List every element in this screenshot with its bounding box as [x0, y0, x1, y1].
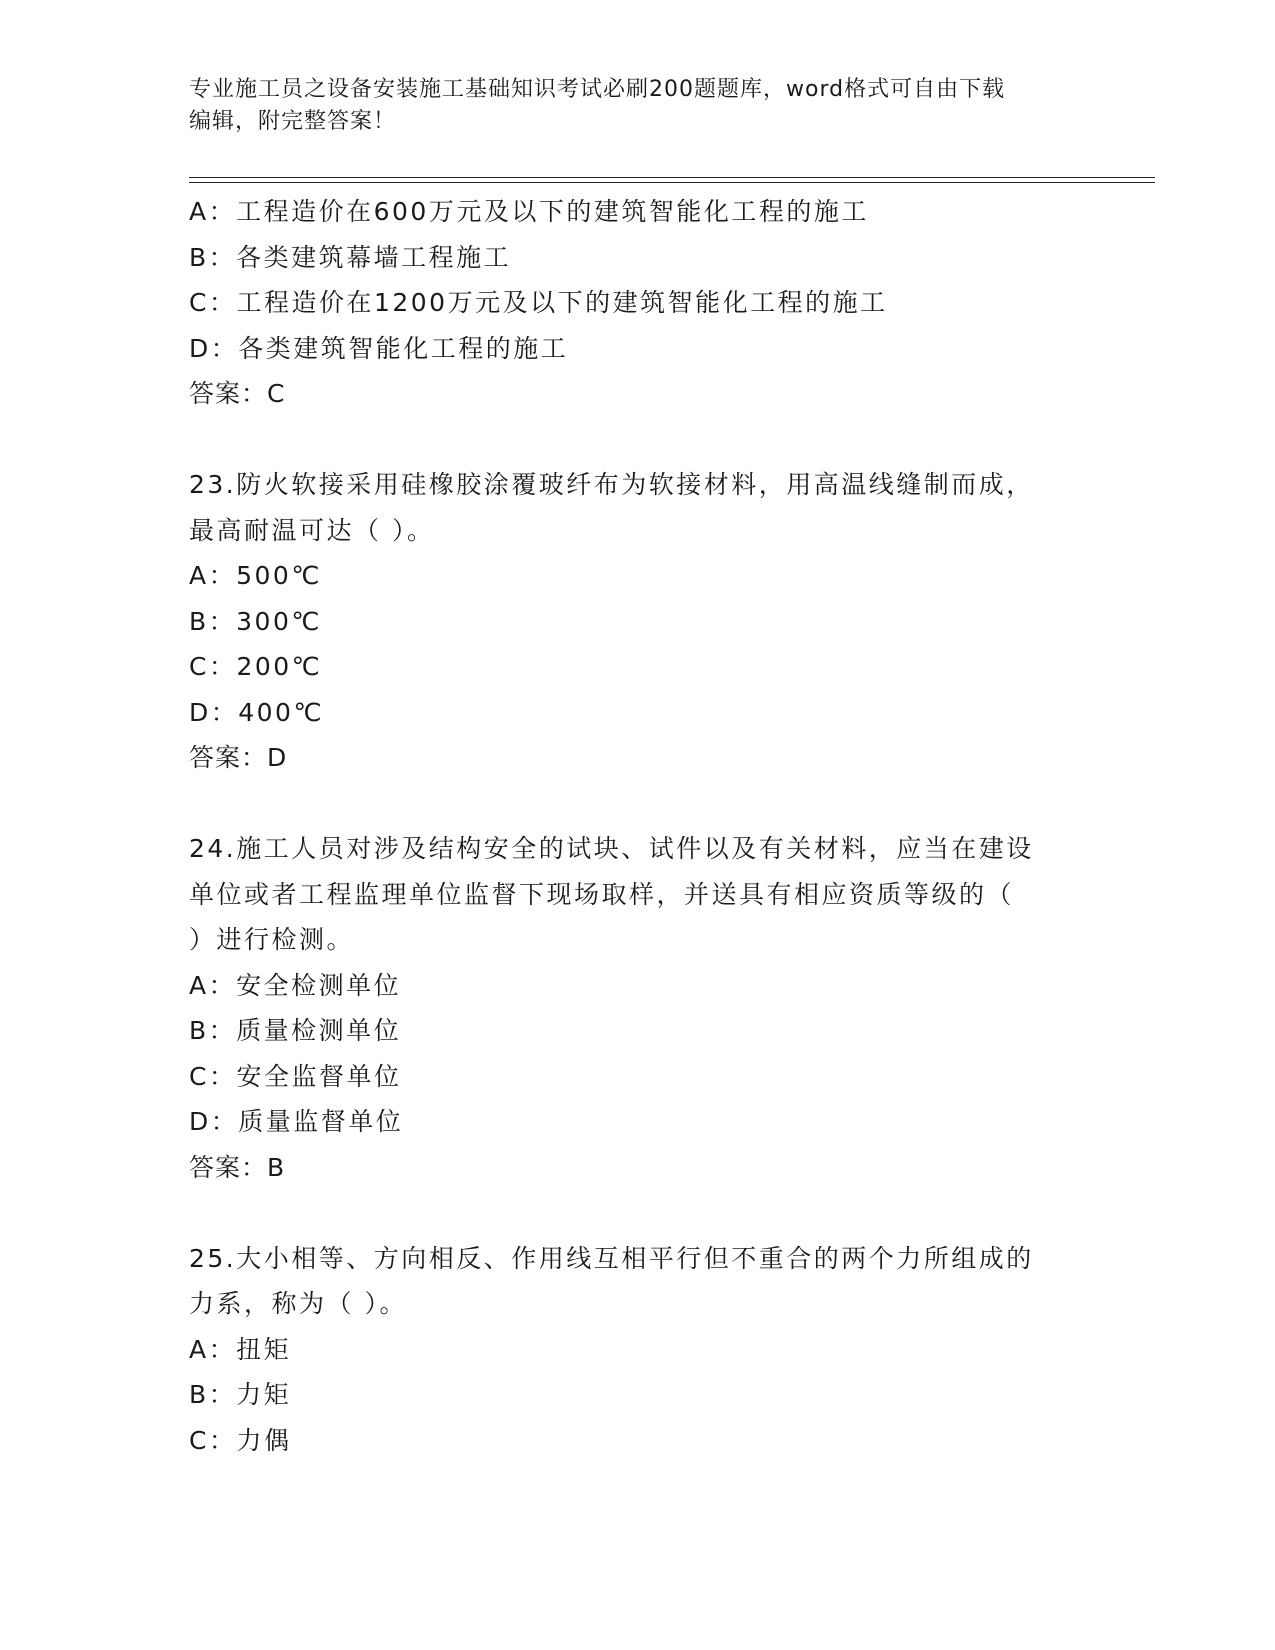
question-stem: 23.防火软接采用硅橡胶涂覆玻纤布为软接材料，用高温线缝制而成， [189, 470, 1034, 499]
option-b: B：力矩 [189, 1380, 292, 1409]
question-stem: 力系，称为（ ）。 [189, 1289, 407, 1318]
spacer [189, 1190, 1089, 1236]
option-b: B：各类建筑幕墙工程施工 [189, 242, 512, 272]
header-divider-top [189, 177, 1155, 178]
option-c: C：力偶 [189, 1425, 292, 1455]
option-d: D：400℃ [189, 697, 325, 727]
question-24 [189, 826, 1089, 1190]
question-list [189, 189, 1089, 1463]
question-stem: 单位或者工程监理单位监督下现场取样，并送具有相应资质等级的（ [189, 879, 1015, 909]
header-divider-bottom [189, 182, 1155, 183]
option-a: A：工程造价在600万元及以下的建筑智能化工程的施工 [189, 197, 869, 226]
question-stem: 最高耐温可达（ ）。 [189, 515, 435, 545]
option-a: A：扭矩 [189, 1334, 292, 1364]
question-22 [189, 189, 1089, 417]
spacer [189, 781, 1089, 827]
question-stem: 24.施工人员对涉及结构安全的试块、试件以及有关材料，应当在建设 [189, 834, 1034, 863]
option-b: B：质量检测单位 [189, 1016, 402, 1045]
option-d: D：各类建筑智能化工程的施工 [189, 333, 569, 363]
option-a: A：安全检测单位 [189, 970, 402, 1000]
question-23 [189, 462, 1089, 781]
answer: 答案：D [189, 743, 288, 772]
question-25 [189, 1236, 1089, 1464]
option-a: A：500℃ [189, 561, 322, 590]
option-b: B：300℃ [189, 606, 322, 636]
header-line-2: 编辑，附完整答案！ [189, 109, 397, 134]
question-stem: ）进行检测。 [189, 925, 355, 954]
option-c: C：安全监督单位 [189, 1061, 402, 1091]
option-c: C：200℃ [189, 652, 323, 681]
header-line-1: 专业施工员之设备安装施工基础知识考试必刷200题题库，word格式可自由下载 [189, 77, 1006, 102]
spacer [189, 417, 1089, 463]
option-d: D：质量监督单位 [189, 1107, 404, 1136]
question-stem: 25.大小相等、方向相反、作用线互相平行但不重合的两个力所组成的 [189, 1243, 1034, 1273]
answer: 答案：B [189, 1152, 286, 1182]
option-c: C：工程造价在1200万元及以下的建筑智能化工程的施工 [189, 288, 888, 317]
document-header [189, 74, 1089, 138]
answer: 答案：C [189, 379, 286, 408]
